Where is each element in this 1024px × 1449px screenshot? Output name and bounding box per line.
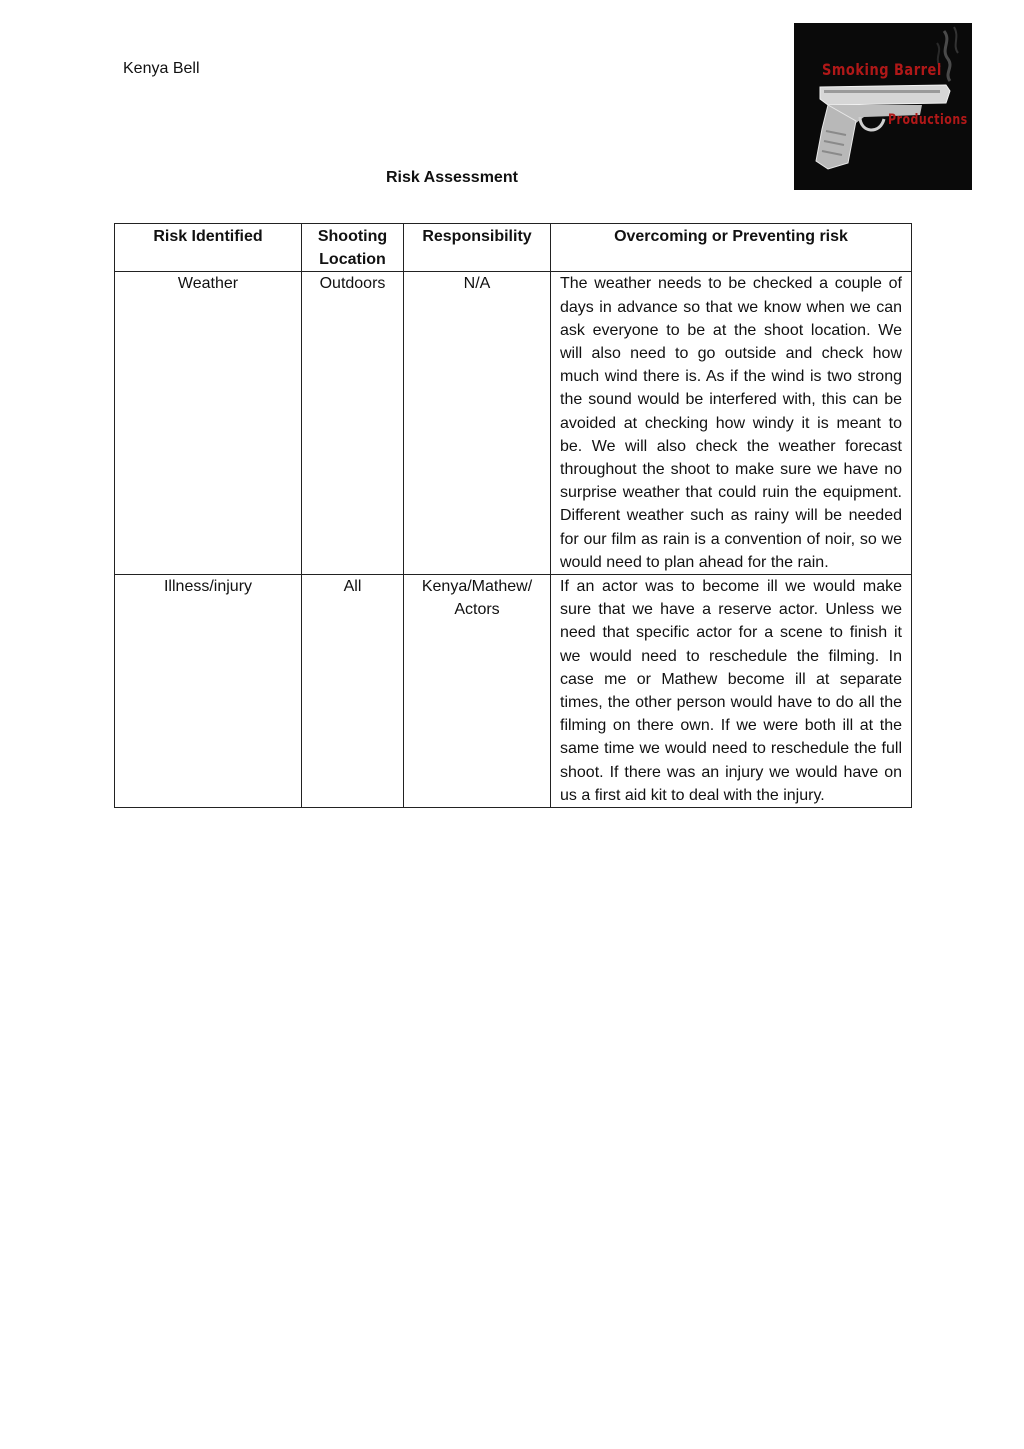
- cell-risk: Weather: [115, 272, 302, 575]
- table-row: [115, 272, 912, 575]
- table-row: [115, 575, 912, 808]
- cell-risk: Illness/injury: [115, 575, 302, 808]
- cell-location: All: [302, 575, 404, 808]
- pistol-icon: [794, 23, 972, 190]
- cell-responsibility: Kenya/Mathew/ Actors: [404, 575, 551, 808]
- document-title: Risk Assessment: [386, 169, 518, 186]
- column-header-risk: Risk Identified: [115, 224, 302, 272]
- column-header-location: Shooting Location: [302, 224, 404, 272]
- risk-assessment-table: [114, 223, 912, 808]
- column-header-responsibility: Responsibility: [404, 224, 551, 272]
- cell-prevention: If an actor was to become ill we would make sure that we have a reserve actor. Unless we need that specific actor for a scene to finish it we would need to reschedule the filming. In case me or Mathew become ill at separate times, the other person would have to do all the filming on there own. If we were both ill at the same time we would need to reschedule the full shoot. If there was an injury we would have on us a first aid kit to deal with the injury.: [551, 575, 912, 808]
- cell-responsibility: N/A: [404, 272, 551, 575]
- logo-line-2: Productions: [888, 111, 968, 128]
- cell-location: Outdoors: [302, 272, 404, 575]
- column-header-prevention: Overcoming or Preventing risk: [551, 224, 912, 272]
- cell-prevention: The weather needs to be checked a couple of days in advance so that we know when we can ask everyone to be at the shoot location. We will also need to go outside and check how much wind there is. As if the wind is two strong the sound would be interfered with, this can be avoided at checking how windy it is meant to be. We will also check the weather forecast throughout the shoot to make sure we have no surprise weather that could ruin the equipment. Different weather such as rainy will be needed for our film as rain is a convention of noir, so we would need to plan ahead for the rain.: [551, 272, 912, 575]
- author-name: Kenya Bell: [123, 60, 200, 77]
- company-logo: [794, 23, 972, 190]
- table-header-row: [115, 224, 912, 272]
- logo-line-1: Smoking Barrel: [822, 61, 942, 80]
